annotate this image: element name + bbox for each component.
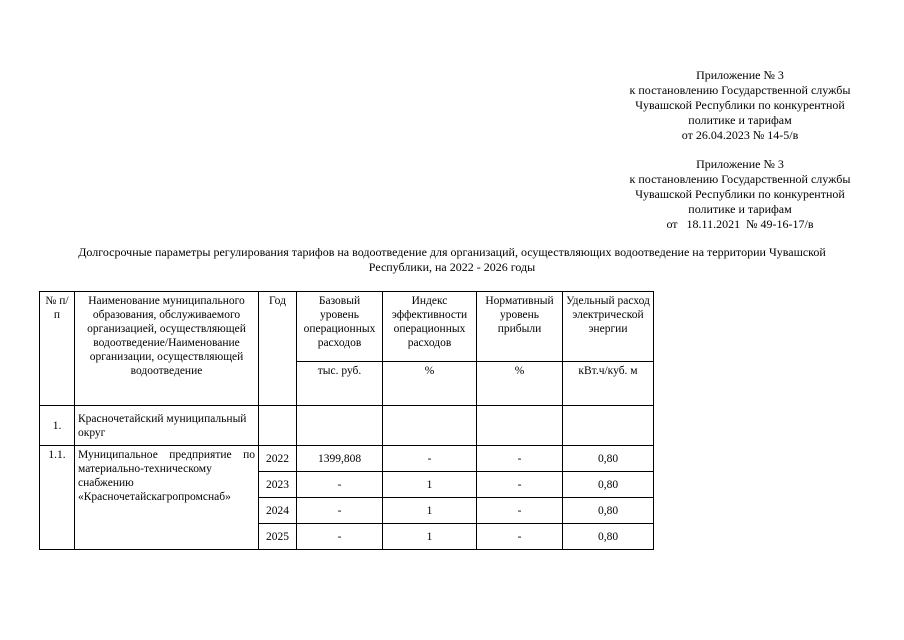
unit-energy: кВт.ч/куб. м: [563, 362, 654, 406]
title-line-1: Долгосрочные параметры регулирования тарифов на водоотведение для организаций, осуществляющих водоотведение на территории Чувашской: [78, 245, 826, 259]
section-row: [40, 406, 654, 446]
header-year: Год: [259, 292, 297, 406]
appendix-line: Приложение № 3: [696, 68, 784, 82]
base-cell: -: [297, 524, 383, 550]
base-cell: 1399,808: [297, 446, 383, 472]
header-energy-consumption: Удельный расход электрической энергии: [563, 292, 654, 362]
header-row: [40, 292, 654, 362]
empty-cell: [477, 406, 563, 446]
year-cell: 2023: [259, 472, 297, 498]
index-cell: 1: [383, 524, 477, 550]
appendix-line: к постановлению Государственной службы: [629, 83, 851, 97]
tariff-parameters-table: [39, 291, 654, 550]
index-cell: 1: [383, 498, 477, 524]
data-row: [40, 446, 654, 472]
document-title: [40, 245, 864, 275]
empty-cell: [259, 406, 297, 446]
org-name: Муниципальное предприятие по материально-техническому снабжению «Красночетайскагропромснаб»: [75, 446, 259, 550]
appendix-original-reference: [590, 157, 890, 232]
empty-cell: [297, 406, 383, 446]
header-base-opex: Базовый уровень операционных расходов: [297, 292, 383, 362]
appendix-line: политике и тарифам: [688, 202, 792, 216]
appendix-line: от 18.11.2021 № 49-16-17/в: [666, 217, 814, 231]
appendix-line: к постановлению Государственной службы: [629, 172, 851, 186]
unit-base: тыс. руб.: [297, 362, 383, 406]
appendix-line: Чувашской Республики по конкурентной: [635, 98, 845, 112]
org-num: 1.1.: [40, 446, 75, 550]
appendix-line: Приложение № 3: [696, 157, 784, 171]
header-name: Наименование муниципального образования, обслуживаемого организацией, осуществляющей водоотведение/Наименование организации, осуществляющей водоотведение: [75, 292, 259, 406]
year-cell: 2022: [259, 446, 297, 472]
header-num: № п/п: [40, 292, 75, 406]
profit-cell: -: [477, 472, 563, 498]
header-efficiency-index: Индекс эффективности операционных расходов: [383, 292, 477, 362]
base-cell: -: [297, 472, 383, 498]
section-num: 1.: [40, 406, 75, 446]
energy-cell: 0,80: [563, 472, 654, 498]
title-line-2: Республики, на 2022 - 2026 годы: [368, 260, 536, 274]
profit-cell: -: [477, 446, 563, 472]
energy-cell: 0,80: [563, 524, 654, 550]
year-cell: 2025: [259, 524, 297, 550]
year-cell: 2024: [259, 498, 297, 524]
appendix-line: политике и тарифам: [688, 113, 792, 127]
appendix-line: от 26.04.2023 № 14-5/в: [681, 128, 799, 142]
appendix-current-reference: [590, 68, 890, 143]
index-cell: -: [383, 446, 477, 472]
index-cell: 1: [383, 472, 477, 498]
energy-cell: 0,80: [563, 446, 654, 472]
energy-cell: 0,80: [563, 498, 654, 524]
section-name: Красночетайский муниципальный округ: [75, 406, 259, 446]
unit-index: %: [383, 362, 477, 406]
empty-cell: [563, 406, 654, 446]
empty-cell: [383, 406, 477, 446]
profit-cell: -: [477, 524, 563, 550]
profit-cell: -: [477, 498, 563, 524]
appendix-line: Чувашской Республики по конкурентной: [635, 187, 845, 201]
header-normative-profit: Нормативный уровень прибыли: [477, 292, 563, 362]
base-cell: -: [297, 498, 383, 524]
unit-profit: %: [477, 362, 563, 406]
